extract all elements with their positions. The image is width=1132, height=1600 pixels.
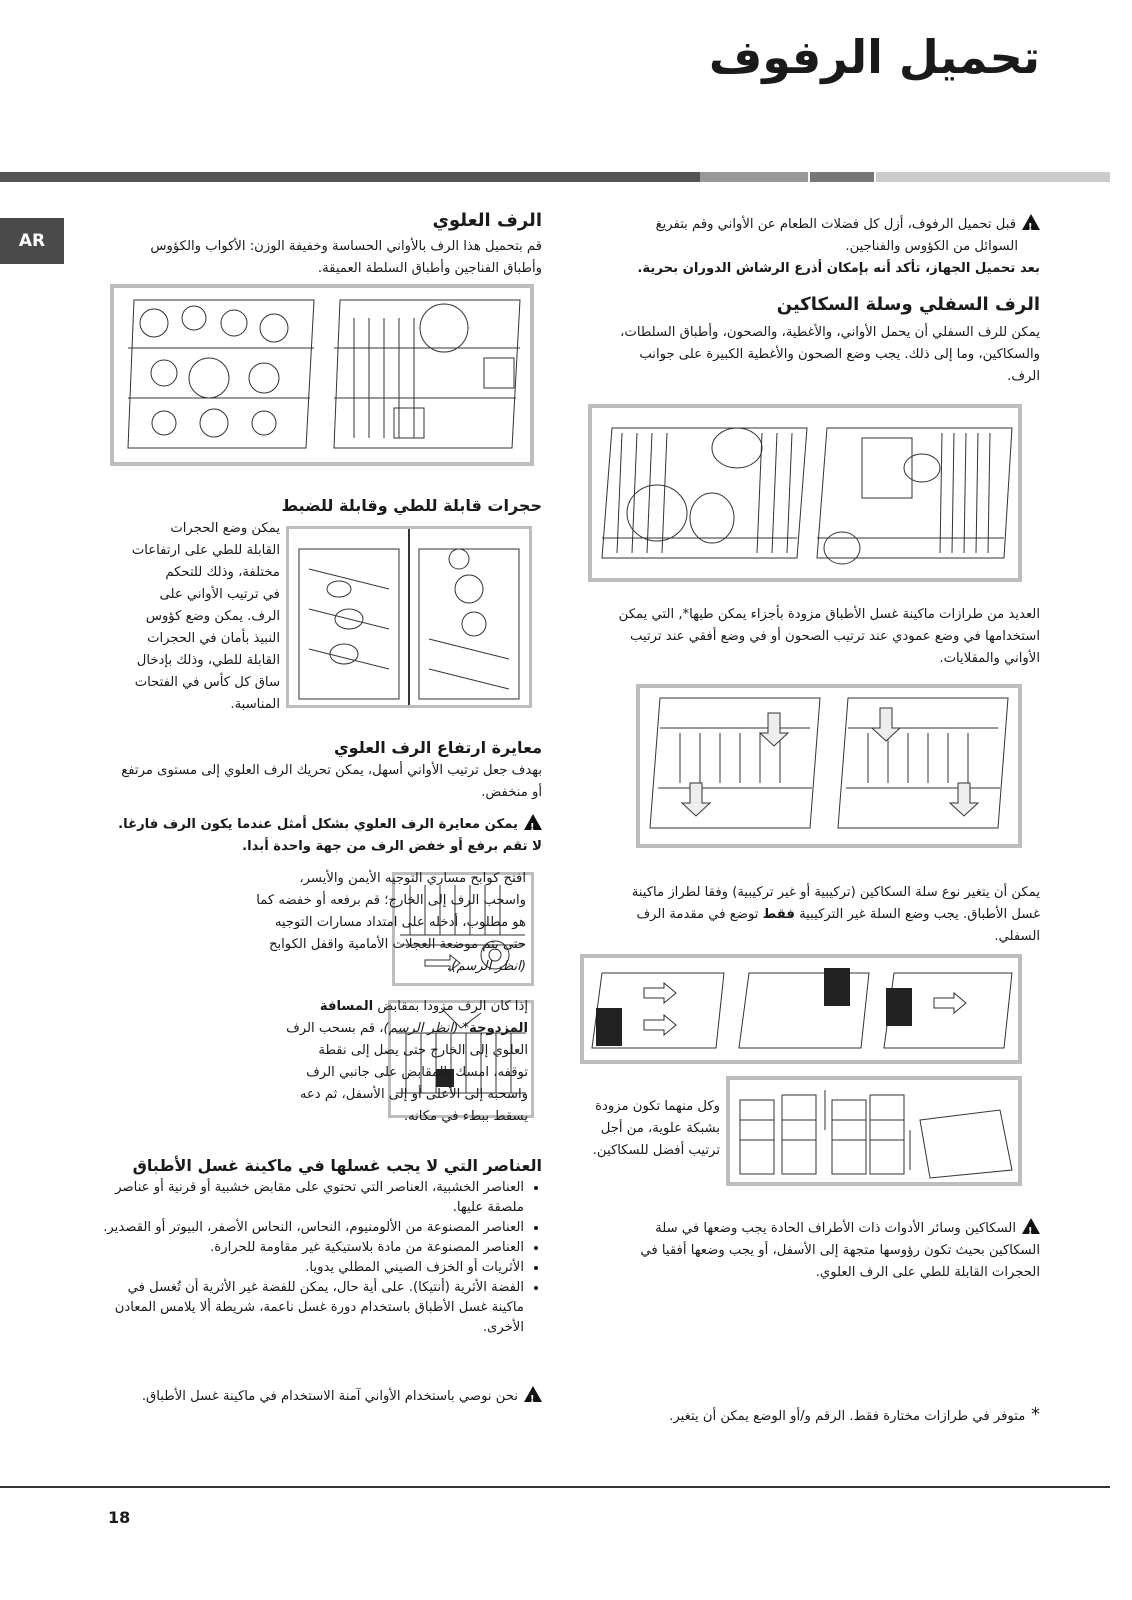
lever-line: توقفه، امسك بالمقابض على جانبي الرف [306, 1065, 528, 1080]
flaps-line: القابلة للطي على ارتفاعات [131, 543, 280, 558]
intro-block [600, 214, 1040, 280]
flaps-line: في ترتيب الأواني على [159, 587, 280, 602]
rails-line: حتى يتم موضعة العجلات الأمامية واقفل الكوابح [268, 937, 526, 952]
page-title: تحميل الرفوف [708, 30, 1040, 84]
lever-text [228, 996, 528, 1128]
list-item: • الفضة الأثرية (أنتيكا). على أية حال، يمكن للفضة غير الأثرية أن تُغسل في ماكينة غسل الأطباق باستخدام دورة غسل ناعمة، شريطة ألا يلامس المعادن الأخرى. [102, 1278, 524, 1338]
knives-text [600, 1218, 1040, 1284]
flaps-line: مختلفة، وذلك للتحكم [165, 565, 280, 580]
language-tab: AR [0, 218, 64, 264]
height-title: معايرة ارتفاع الرف العلوي [334, 738, 542, 757]
basket-grid-figure [726, 1076, 1022, 1186]
basket-text-2a: غسل الأطباق. يجب وضع السلة غير التركيبية [794, 907, 1040, 922]
basket-text-3: السفلي. [994, 929, 1040, 944]
lever-text-2c: ، قم بسحب الرف [286, 1021, 384, 1036]
basket-text-2b: فقط [762, 907, 795, 922]
foldable-rack-illustration [640, 688, 1018, 844]
footnote-text: متوفر في طرازات مختارة فقط. الرقم و/أو الوضع يمكن أن يتغير. [669, 1409, 1026, 1424]
rails-line: هو مطلوب، أدخله على امتداد مسارات التوجيه [274, 915, 526, 930]
intro-bold: بعد تحميل الجهاز، تأكد أنه بإمكان أذرع الرشاش الدوران بحرية. [637, 261, 1040, 276]
list-item: • العناصر المصنوعة من مادة بلاستيكية غير مقاومة للحرارة. [102, 1238, 524, 1258]
warning-icon [1022, 1218, 1040, 1234]
lever-line: يسقط ببطء في مكانه. [403, 1109, 528, 1124]
lever-text-1a: إذا كان الرف مزودا بمقابض [373, 999, 528, 1014]
rails-text [86, 868, 526, 978]
upper-rack-illustration [114, 288, 530, 462]
lever-line: واسحبه إلى الأعلى أو إلى الأسفل، ثم دعه [299, 1087, 528, 1102]
warning-icon [1022, 214, 1040, 230]
intro-text-2: السوائل من الكؤوس والفناجين. [845, 239, 1018, 254]
upper-rack-figure [110, 284, 534, 466]
foldable-rack-figure [636, 684, 1022, 848]
height-text-2: أو منخفض. [481, 785, 542, 800]
flaps-line: الرف. يمكن وضع كؤوس [145, 609, 280, 624]
notwash-list [102, 1178, 542, 1338]
knives-text-3: الحجرات القابلة للطي على الرف العلوي. [815, 1265, 1040, 1280]
flaps-line: المناسبة. [230, 697, 280, 712]
flaps-figure [286, 526, 532, 708]
rails-line: افتح كوابح مساري التوجيه الأيمن والأيسر، [299, 871, 526, 886]
recommend-text: نحن نوصي باستخدام الأواني آمنة الاستخدام في ماكينة غسل الأطباق. [141, 1389, 518, 1404]
header-bar-light [876, 172, 1110, 182]
list-item: • العناصر الخشبية، العناصر التي تحتوي على مقابض خشبية أو قرنية أو عناصر ملصقة عليها. [102, 1178, 524, 1218]
upper-rack-text [102, 236, 542, 280]
basket-text-1: يمكن أن يتغير نوع سلة السكاكين (تركيبية أو غير تركيبية) وفقا لطراز ماكينة [631, 885, 1040, 900]
height-warn-1: يمكن معايرة الرف العلوي بشكل أمثل عندما يكون الرف فارغا. [118, 817, 518, 832]
lower-text-2: والسكاكين، وما إلى ذلك. يجب وضع الصحون والأغطية الكبيرة على جوانب [639, 347, 1040, 362]
foldable-text-1: العديد من طرازات ماكينة غسل الأطباق مزودة بأجزاء يمكن طيها*, التي يمكن [618, 607, 1040, 622]
grid-text-3: ترتيب أفضل للسكاكين. [592, 1143, 720, 1158]
flaps-line: ساق كل كأس في الفتحات [134, 675, 280, 690]
list-item: • الأثريات أو الخزف الصيني المطلي يدويا. [102, 1258, 524, 1278]
basket-positions-illustration [584, 958, 1018, 1060]
lever-line: العلوي إلى الخارج حتى يصل إلى نقطة [318, 1043, 528, 1058]
foldable-text-3: الأواني والمقلايات. [939, 651, 1040, 666]
lower-rack-illustration [592, 408, 1018, 578]
page-number: 18 [108, 1508, 131, 1527]
rails-line: واسحب الرف إلى الخارج؛ قم برفعه أو خفضه كما [256, 893, 526, 908]
lever-text-1b: المسافة [319, 999, 374, 1014]
basket-text [600, 882, 1040, 948]
upper-text-1: قم بتحميل هذا الرف بالأواني الحساسة وخفيفة الوزن: الأكواب والكؤوس [150, 239, 542, 254]
header-bar-mid2 [810, 172, 874, 182]
recommend-note [102, 1386, 542, 1408]
warning-icon [524, 814, 542, 830]
header-bar-mid [700, 172, 808, 182]
height-warn-2: لا تقم برفع أو خفض الرف من جهة واحدة أبدا. [242, 839, 542, 854]
flaps-title: حجرات قابلة للطي وقابلة للضبط [281, 496, 542, 515]
knives-text-1: السكاكين وسائر الأدوات ذات الأطراف الحادة يجب وضعها في سلة [655, 1221, 1016, 1236]
list-item: • العناصر المصنوعة من الألومنيوم، النحاس، النحاس الأصفر، البيوتر أو القصدير. [102, 1218, 524, 1238]
warning-icon [524, 1386, 542, 1402]
basket-grid-illustration [730, 1080, 1018, 1182]
foldable-text-2: استخدامها في وضع عمودي عند ترتيب الصحون أو في وضع أفقي عند ترتيب [630, 629, 1040, 644]
footnote: * متوفر في طرازات مختارة فقط. الرقم و/أو الوضع يمكن أن يتغير. [669, 1404, 1040, 1425]
notwash-title: العناصر التي لا يجب غسلها في ماكينة غسل الأطباق [132, 1156, 542, 1175]
lower-rack-title: الرف السفلي وسلة السكاكين [776, 294, 1040, 315]
lower-text-3: الرف. [1007, 369, 1040, 384]
foldable-text [600, 604, 1040, 670]
footer-rule [0, 1486, 1110, 1488]
flaps-line: القابلة للطي، وذلك بإدخال [136, 653, 280, 668]
lever-text-2b: * (انظر الرسم) [383, 1021, 470, 1036]
lower-rack-figure [588, 404, 1022, 582]
lever-text-2a: المزدوجة [469, 1021, 528, 1036]
grid-text [560, 1096, 720, 1162]
height-text-1: بهدف جعل ترتيب الأواني أسهل، يمكن تحريك الرف العلوي إلى مستوى مرتفع [121, 763, 542, 778]
flaps-line: يمكن وضع الحجرات [170, 521, 280, 536]
flaps-line: النبيذ بأمان في الحجرات [147, 631, 280, 646]
basket-positions-figure [580, 954, 1022, 1064]
header-bar-dark [0, 172, 700, 182]
knives-text-2: السكاكين بحيث تكون رؤوسها متجهة إلى الأسفل، أو يجب وضعها أفقيا في [640, 1243, 1040, 1258]
basket-text-2c: توضع في مقدمة الرف [636, 907, 763, 922]
lower-rack-text [600, 322, 1040, 388]
height-warning [102, 814, 542, 858]
upper-text-2: وأطباق الفناجين وأطباق السلطة العميقة. [317, 261, 542, 276]
upper-rack-title: الرف العلوي [432, 210, 542, 231]
grid-text-2: بشبكة علوية، من أجل [600, 1121, 720, 1136]
rails-see-figure: (انظر الرسم). [447, 959, 526, 974]
flaps-text [100, 518, 280, 716]
lower-text-1: يمكن للرف السفلي أن يحمل الأواني، والأغطية، والصحون، وأطباق السلطات، [620, 325, 1040, 340]
intro-text-1: قبل تحميل الرفوف، أزل كل فضلات الطعام عن الأواني وقم بتفريغ [655, 217, 1016, 232]
flaps-illustration [289, 529, 529, 705]
grid-text-1: وكل منهما تكون مزودة [595, 1099, 720, 1114]
height-text [102, 760, 542, 804]
